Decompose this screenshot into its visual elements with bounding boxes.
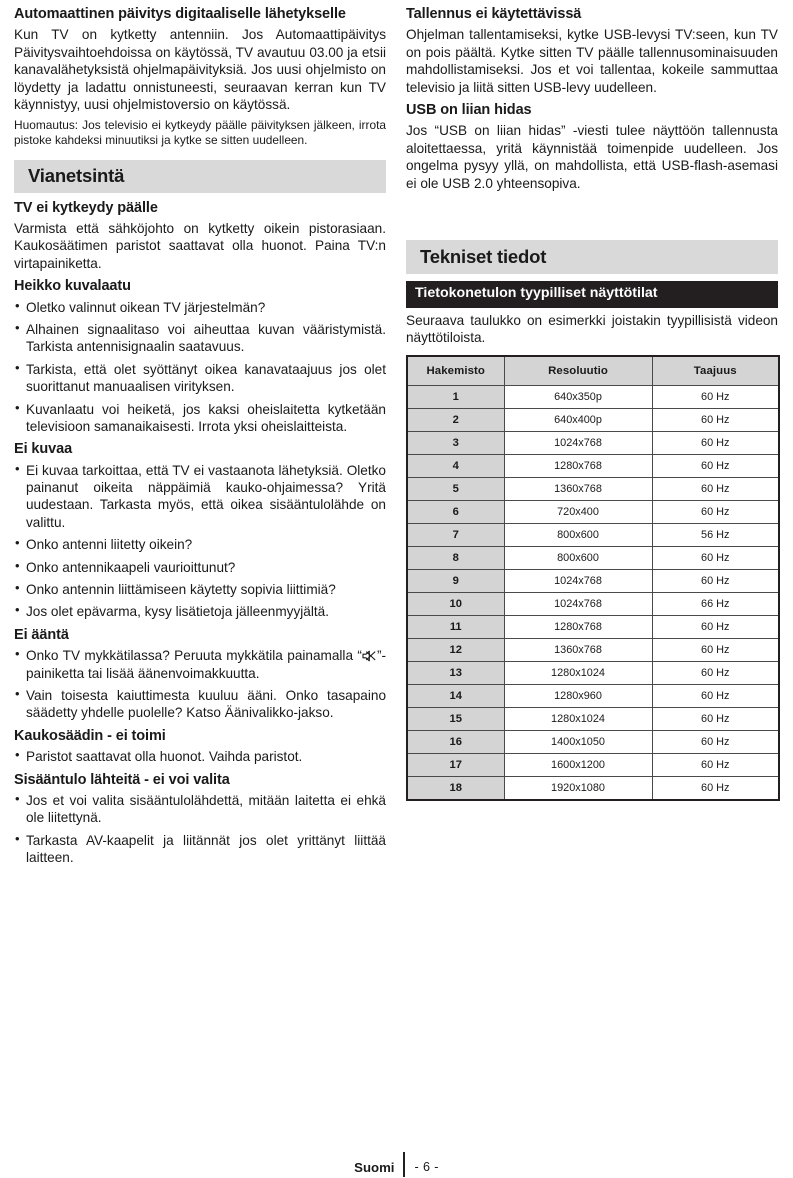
display-modes-table (406, 355, 780, 801)
cell-frequency: 60 Hz (652, 707, 779, 730)
table-row (407, 638, 779, 661)
table-row (407, 523, 779, 546)
table-row (407, 569, 779, 592)
list-item: • Paristot saattavat olla huonot. Vaihda paristot. (14, 748, 386, 765)
cell-frequency: 60 Hz (652, 500, 779, 523)
heading-recording-unavailable: Tallennus ei käytettävissä (406, 6, 582, 22)
cell-resolution: 1024x768 (504, 592, 652, 615)
heading-poor-picture-quality: Heikko kuvalaatu (14, 278, 131, 295)
cell-frequency: 60 Hz (652, 408, 779, 431)
table-row (407, 592, 779, 615)
cell-index: 6 (407, 500, 504, 523)
cell-resolution: 720x400 (504, 500, 652, 523)
list-item: • Onko antennin liittämiseen käytetty sopivia liittimiä? (14, 581, 386, 598)
cell-frequency: 60 Hz (652, 477, 779, 500)
heading-input-sources: Sisääntulo lähteitä - ei voi valita (14, 771, 230, 788)
list-no-sound (14, 647, 386, 722)
cell-index: 15 (407, 707, 504, 730)
table-row (407, 753, 779, 776)
cell-resolution: 1280x1024 (504, 707, 652, 730)
cell-frequency: 66 Hz (652, 592, 779, 615)
table-row (407, 477, 779, 500)
heading-no-picture: Ei kuvaa (14, 441, 73, 458)
cell-index: 11 (407, 615, 504, 638)
table-body (407, 385, 779, 800)
table-row (407, 776, 779, 800)
subsection-header-pc-display-modes: Tietokonetulon tyypilliset näyttötilat (406, 281, 778, 308)
cell-resolution: 640x400p (504, 408, 652, 431)
right-column (406, 6, 778, 871)
cell-index: 9 (407, 569, 504, 592)
table-row (407, 500, 779, 523)
two-column-layout (14, 6, 779, 871)
note-automatic-update: Huomautus: Jos televisio ei kytkeydy päälle päivityksen jälkeen, irrota pistoke kahdeksi minuutiksi ja kytke se sitten uudelleen. (14, 118, 386, 148)
cell-resolution: 1024x768 (504, 431, 652, 454)
cell-resolution: 800x600 (504, 546, 652, 569)
cell-index: 7 (407, 523, 504, 546)
cell-index: 10 (407, 592, 504, 615)
cell-index: 16 (407, 730, 504, 753)
paragraph-recording-unavailable: Ohjelman tallentamiseksi, kytke USB-levysi TV:seen, kun TV on pois päältä. Kytke sitten TV päälle tallennusominaisuuden mahdollistamiseksi. Jos et voi tallentaa, kokeile sammuttaa televisio ja liitä sitten USB-levy uudelleen. (406, 27, 778, 95)
heading-usb-too-slow: USB on liian hidas (406, 101, 532, 118)
table-row (407, 707, 779, 730)
cell-frequency: 56 Hz (652, 523, 779, 546)
list-item: • Onko antenni liitetty oikein? (14, 536, 386, 553)
list-item: • Onko antennikaapeli vaurioittunut? (14, 559, 386, 576)
mute-text-after: ”-painiketta tai lisää äänenvoimakkuutta. (26, 648, 386, 681)
list-remote-not-working (14, 748, 386, 765)
table-header-row (407, 356, 779, 386)
list-item-mute (14, 647, 386, 682)
page-footer (0, 1146, 793, 1178)
list-item: • Jos olet epävarma, kysy lisätietoja jälleenmyyjältä. (14, 603, 386, 620)
heading-no-sound: Ei ääntä (14, 626, 69, 643)
list-poor-picture-quality (14, 299, 386, 436)
cell-resolution: 1360x768 (504, 638, 652, 661)
paragraph-usb-too-slow: Jos “USB on liian hidas” -viesti tulee näyttöön tallennusta aloitettaessa, yritä käynnistää toimenpide uudelleen. Jos ongelma pysyy yllä, on mahdollista, että USB-flash-asemasi ei ole USB 2.0 yhteensopiva. (406, 123, 778, 191)
heading-automatic-update: Automaattinen päivitys digitaaliselle lähetykselle (14, 6, 346, 22)
cell-index: 4 (407, 454, 504, 477)
cell-index: 1 (407, 385, 504, 408)
paragraph-tv-wont-turn-on: Varmista että sähköjohto on kytketty oikein pistorasiaan. Kaukosäätimen paristot saattavat olla huonot. Paina TV:n virtapainiketta. (14, 221, 386, 271)
cell-resolution: 1280x768 (504, 615, 652, 638)
cell-resolution: 640x350p (504, 385, 652, 408)
table-row (407, 730, 779, 753)
cell-frequency: 60 Hz (652, 638, 779, 661)
cell-frequency: 60 Hz (652, 431, 779, 454)
cell-resolution: 1280x1024 (504, 661, 652, 684)
cell-index: 14 (407, 684, 504, 707)
cell-resolution: 1360x768 (504, 477, 652, 500)
list-item: • Alhainen signaalitaso voi aiheuttaa kuvan vääristymistä. Tarkista antennisignaalin saatavuus. (14, 321, 386, 356)
cell-frequency: 60 Hz (652, 385, 779, 408)
footer-language-label: Suomi (354, 1159, 395, 1175)
table-row (407, 615, 779, 638)
cell-index: 12 (407, 638, 504, 661)
table-row (407, 454, 779, 477)
table-row (407, 408, 779, 431)
section-header-technical-specs: Tekniset tiedot (406, 240, 778, 274)
table-row (407, 431, 779, 454)
cell-frequency: 60 Hz (652, 776, 779, 800)
table-row (407, 684, 779, 707)
cell-frequency: 60 Hz (652, 753, 779, 776)
column-header-index: Hakemisto (407, 356, 504, 386)
list-item: • Kuvanlaatu voi heiketä, jos kaksi oheislaitetta kytketään televisioon samanaikaisesti. Irrota yksi oheislaitteista. (14, 401, 386, 436)
cell-frequency: 60 Hz (652, 730, 779, 753)
cell-index: 18 (407, 776, 504, 800)
cell-frequency: 60 Hz (652, 569, 779, 592)
cell-frequency: 60 Hz (652, 546, 779, 569)
table-row (407, 385, 779, 408)
cell-index: 17 (407, 753, 504, 776)
cell-resolution: 1920x1080 (504, 776, 652, 800)
cell-index: 13 (407, 661, 504, 684)
paragraph-automatic-update: Kun TV on kytketty antenniin. Jos Automaattipäivitys Päivitysvaihtoehdoissa on käytössä, TV avautuu 03.00 ja etsii kanavalähetyksistä ohjelmapäivityksiä. Jos uusi ohjelmisto on löydetty ja ladattu onnistuneesti, seuraavan kerran kun TV käynnistyy, uusi ohjelmistoversio on käytössä. (14, 27, 386, 112)
cell-resolution: 1280x960 (504, 684, 652, 707)
cell-resolution: 1280x768 (504, 454, 652, 477)
cell-frequency: 60 Hz (652, 661, 779, 684)
cell-frequency: 60 Hz (652, 615, 779, 638)
list-item: • Oletko valinnut oikean TV järjestelmän? (14, 299, 386, 316)
mute-icon (362, 650, 377, 662)
list-item: • Vain toisesta kaiuttimesta kuuluu ääni. Onko tasapaino säädetty yhdelle puolelle? Katso Äänivalikko-jakso. (14, 687, 386, 722)
heading-tv-wont-turn-on: TV ei kytkeydy päälle (14, 199, 158, 216)
cell-resolution: 1600x1200 (504, 753, 652, 776)
list-item: • Tarkasta AV-kaapelit ja liitännät jos olet yrittänyt liittää laitteen. (14, 832, 386, 867)
cell-resolution: 800x600 (504, 523, 652, 546)
list-input-sources (14, 792, 386, 867)
cell-index: 8 (407, 546, 504, 569)
table-row (407, 546, 779, 569)
left-column (14, 6, 386, 871)
cell-index: 3 (407, 431, 504, 454)
footer-divider (403, 1152, 405, 1177)
section-header-troubleshooting: Vianetsintä (14, 160, 386, 192)
heading-remote-not-working: Kaukosäädin - ei toimi (14, 727, 166, 744)
column-header-frequency: Taajuus (652, 356, 779, 386)
list-item: • Jos et voi valita sisääntulolähdettä, mitään laitetta ei ehkä ole liitettynä. (14, 792, 386, 827)
list-item: • Ei kuvaa tarkoittaa, että TV ei vastaanota lähetyksiä. Oletko painanut oikeita näppäimiä kauko-ohjaimessa? Yritä uudestaan. Tarkasta myös, että oikea sisääntulolähde on valittu. (14, 462, 386, 532)
cell-frequency: 60 Hz (652, 454, 779, 477)
column-header-resolution: Resoluutio (504, 356, 652, 386)
list-item: • Tarkista, että olet syöttänyt oikea kanavataajuus jos olet suorittanut manuaalisen virityksen. (14, 361, 386, 396)
cell-index: 2 (407, 408, 504, 431)
cell-index: 5 (407, 477, 504, 500)
table-row (407, 661, 779, 684)
cell-frequency: 60 Hz (652, 684, 779, 707)
list-no-picture (14, 462, 386, 621)
paragraph-display-modes-intro: Seuraava taulukko on esimerkki joistakin tyypillisistä videon näyttötiloista. (406, 312, 778, 346)
technical-specifications-block (406, 240, 778, 801)
footer-page-number: - 6 - (414, 1160, 439, 1175)
cell-resolution: 1024x768 (504, 569, 652, 592)
cell-resolution: 1400x1050 (504, 730, 652, 753)
mute-text-before: Onko TV mykkätilassa? Peruuta mykkätila painamalla “ (26, 648, 362, 664)
